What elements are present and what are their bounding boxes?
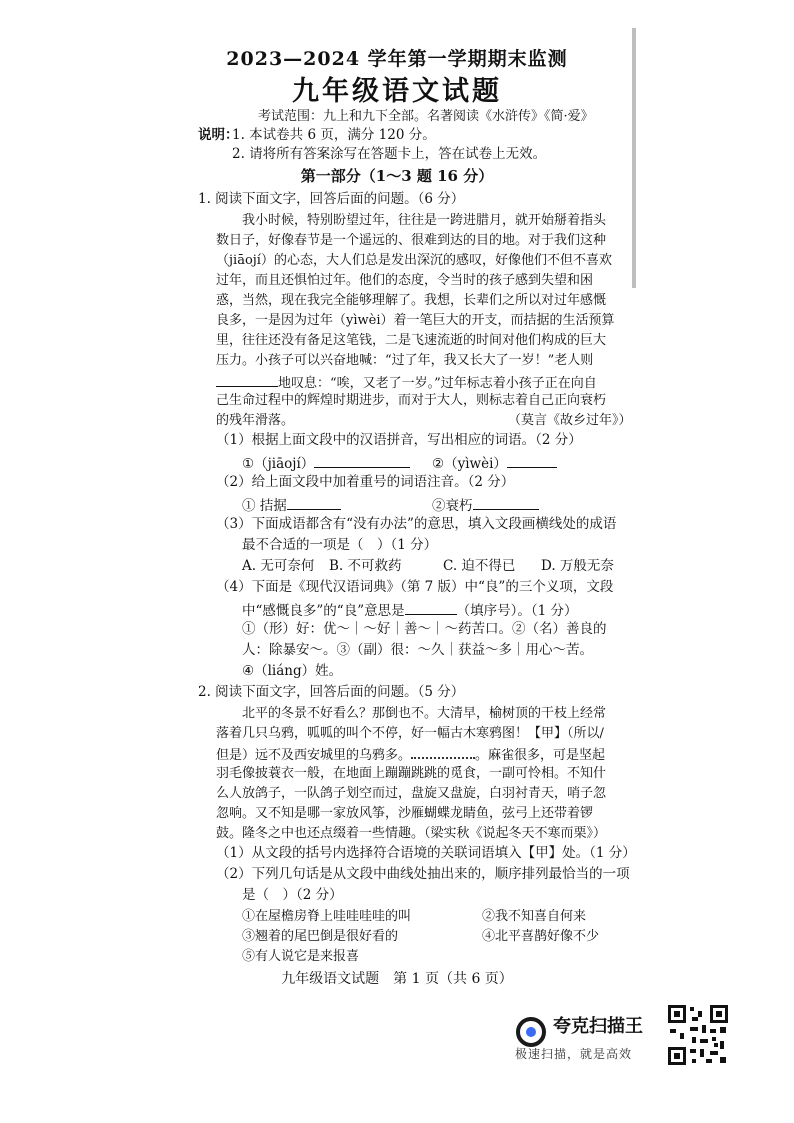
q1-line: 压力。小孩子可以兴奋地喊：“过了年，我又长大了一岁！”老人则 (216, 353, 594, 368)
scanner-slogan: 极速扫描，就是高效 (515, 1047, 633, 1061)
q1-sub2-a (242, 497, 341, 514)
q2-line-text: 。麻雀很多，可是坚起 (475, 748, 606, 763)
scanner-brand: 夸克扫描王 (553, 1016, 643, 1037)
scanner-watermark (515, 1010, 655, 1070)
q1-sub3: （3）下面成语都含有“没有办法”的意思，填入文段画横线处的成语 (216, 516, 617, 532)
definition-line: 人：除暴安～。③（副）很：～久｜获益～多｜用心～苦。 (242, 642, 593, 658)
q2-line: 北平的冬景不好看么？那倒也不。大清早，榆树顶的干枝上经常 (242, 706, 607, 721)
q1-sub1-a (242, 455, 410, 472)
answer-blank (314, 455, 410, 468)
option-a: A. 无可奈何 (242, 558, 315, 574)
q2-line-with-wavy (216, 747, 605, 762)
q1-line: 里，往往还没有备足这笔钱，二是飞速流逝的时间对他们构成的巨大 (216, 333, 607, 348)
q1-line: （jiāojí）的心态，大人们总是发出深沉的感叹，好像他们不但不喜欢 (216, 253, 612, 268)
note-label: 说明： (198, 127, 239, 143)
q1-sub4-text-end: （填序号）。（1 分） (456, 603, 578, 619)
answer-blank (287, 497, 341, 510)
q2-heading: 2. 阅读下面文字，回答后面的问题。（5 分） (198, 684, 465, 700)
option-d: D. 万般无奈 (541, 558, 614, 574)
q1-sub2: （2）给上面文段中加着重号的词语注音。（2 分） (216, 474, 515, 490)
q2-line: 忽响。又不知是哪一家放风筝，沙雁蝴蝶龙睛鱼，弦弓上还带着锣 (216, 806, 594, 821)
q1-sub1-b-label: ②（yìwèi） (432, 456, 507, 472)
option-c: C. 迫不得已 (443, 558, 516, 574)
q1-sub1-b (432, 455, 557, 472)
q1-sub4-cont (242, 602, 578, 619)
q1-line-with-blank (216, 374, 597, 390)
q2-line: 落着几只乌鸦，呱呱的叫个不停，好一幅古木寒鸦图！【甲】（所以/ (216, 726, 604, 741)
note-line-1: 1. 本试卷共 6 页，满分 120 分。 (232, 127, 436, 143)
q2-line: 么人放鸽子，一队鸽子划空而过，盘旋又盘旋，白羽衬青天，哨子忽 (216, 786, 607, 801)
definition-line: ④（liáng）姓。 (242, 663, 343, 679)
note-line-2: 2. 请将所有答案涂写在答题卡上，答在试卷上无效。 (232, 146, 547, 162)
q2-sub1: （1）从文段的括号内选择符合语境的关联词语填入【甲】处。（1 分） (216, 845, 636, 861)
q1-heading: 1. 阅读下面文字，回答后面的问题。（6 分） (198, 191, 465, 207)
answer-blank (473, 497, 539, 510)
q1-sub1-a-label: ①（jiāojí） (242, 456, 315, 472)
q1-sub2-b (432, 497, 539, 514)
q1-sub3-cont: 最不合适的一项是（ ）（1 分） (242, 537, 438, 553)
page-footer: 九年级语文试题 第 1 页（共 6 页） (281, 971, 513, 987)
q1-sub2-b-label: ②衰朽 (432, 498, 473, 514)
wavy-blank (411, 747, 475, 759)
answer-blank (405, 602, 457, 615)
q2-item: ④北平喜鹊好像不少 (482, 929, 600, 944)
q2-item: ③翘着的尾巴倒是很好看的 (242, 929, 399, 944)
option-b: B. 不可救药 (329, 558, 402, 574)
qr-code-icon (666, 1003, 730, 1067)
q2-line-text: 但是）远不及西安城里的乌鸦多。 (216, 748, 412, 763)
q2-sub2-cont: 是（ ）（2 分） (242, 887, 343, 903)
exam-subject-title: 九年级语文试题 (292, 76, 502, 107)
q1-sub4-text: 中“感慨良多”的“良”意思是 (242, 603, 405, 619)
answer-blank (507, 455, 557, 468)
q1-line: 我小时候，特别盼望过年，往往是一跨进腊月，就开始掰着指头 (242, 213, 607, 228)
scanner-logo-icon (515, 1016, 547, 1048)
q2-item: ②我不知喜自何来 (482, 909, 587, 924)
q1-line: 惑，当然，现在我完全能够理解了。我想，长辈们之所以对过年感慨 (216, 293, 607, 308)
q1-sub1: （1）根据上面文段中的汉语拼音，写出相应的词语。（2 分） (216, 432, 582, 448)
exam-term-title: 2023—2024 学年第一学期期末监测 (226, 48, 568, 70)
q2-line: 鼓。隆冬之中也还点缀着一些情趣。（梁实秋《说起冬天不寒而栗》） (216, 826, 607, 841)
q1-line-text: 地叹息：“唉，又老了一岁。”过年标志着小孩子正在向自 (278, 376, 597, 391)
definition-line: ①（形）好：优～｜～好｜善～｜～药苦口。②（名）善良的 (242, 621, 607, 637)
q1-line: 数日子，好像春节是一个遥远的、很难到达的目的地。对于我们这种 (216, 233, 607, 248)
q1-sub4: （4）下面是《现代汉语词典》（第 7 版）中“良”的三个义项，文段 (216, 579, 614, 595)
q2-item: ⑤有人说它是来报喜 (242, 949, 360, 964)
q2-item: ①在屋檐房脊上哇哇哇哇的叫 (242, 909, 412, 924)
exam-scope: 考试范围：九上和九下全部。名著阅读《水浒传》《简·爱》 (258, 109, 594, 124)
answer-blank (216, 374, 278, 387)
q2-line: 羽毛像披蓑衣一般，在地面上蹦蹦跳跳的觅食，一副可怜相。不知什 (216, 766, 607, 781)
q1-line: 过年，而且还惧怕过年。他们的态度，令当时的孩子感到失望和困 (216, 273, 594, 288)
q1-source: （莫言《故乡过年》） (508, 413, 632, 428)
q1-line: 己生命过程中的辉煌时期进步，而对于大人，则标志着自己正向衰朽 (216, 393, 607, 408)
q2-sub2: （2）下列几句话是从文段中曲线处抽出来的，顺序排列最恰当的一项 (216, 866, 630, 882)
q1-line: 的残年滑落。 (216, 413, 295, 428)
q1-sub2-a-label: ① 拮据 (242, 498, 287, 514)
q1-line: 良多，一是因为过年（yìwèi）着一笔巨大的开支，而拮据的生活预算 (216, 313, 615, 328)
part-heading: 第一部分（1～3 题 16 分） (300, 167, 494, 185)
